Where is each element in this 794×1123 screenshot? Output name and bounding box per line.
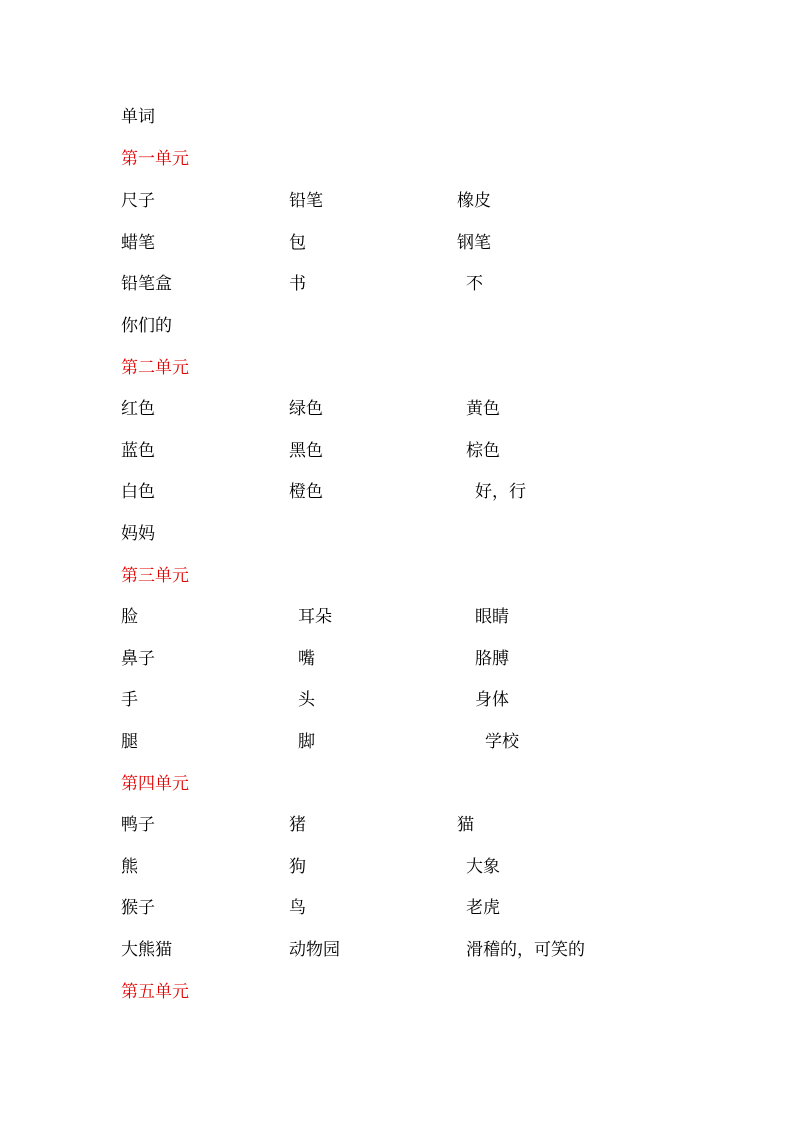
unit-5-heading: 第五单元 [121,982,189,1002]
word: 学校 [485,732,519,752]
unit-2-heading: 第二单元 [121,358,189,378]
word: 鼻子 [121,649,155,669]
word: 橙色 [289,482,323,502]
word: 脸 [121,607,138,627]
word: 手 [121,690,138,710]
word: 你们的 [121,316,172,336]
word: 尺子 [121,191,155,211]
word: 胳膊 [475,649,509,669]
word: 动物园 [289,940,340,960]
word: 耳朵 [298,607,332,627]
word: 好，行 [475,482,526,502]
word: 棕色 [466,441,500,461]
word: 黑色 [289,441,323,461]
word: 妈妈 [121,524,155,544]
page-title: 单词 [121,107,155,127]
word: 嘴 [298,649,315,669]
word: 猫 [457,815,474,835]
word: 蜡笔 [121,233,155,253]
word: 猴子 [121,898,155,918]
word: 书 [289,274,306,294]
word: 头 [298,690,315,710]
word: 脚 [298,732,315,752]
word: 蓝色 [121,441,155,461]
word: 绿色 [289,399,323,419]
word: 白色 [121,482,155,502]
unit-1-heading: 第一单元 [121,149,189,169]
word: 熊 [121,857,138,877]
word: 大象 [466,857,500,877]
word: 黄色 [466,399,500,419]
word: 猪 [289,815,306,835]
word: 眼睛 [475,607,509,627]
unit-4-heading: 第四单元 [121,774,189,794]
word: 包 [289,233,306,253]
word: 大熊猫 [121,940,172,960]
word: 狗 [289,857,306,877]
word: 不 [466,274,483,294]
unit-3-heading: 第三单元 [121,566,189,586]
word: 钢笔 [457,233,491,253]
word: 鸟 [289,898,306,918]
word: 铅笔 [289,191,323,211]
word: 滑稽的，可笑的 [466,940,585,960]
word: 铅笔盒 [121,274,172,294]
word: 老虎 [466,898,500,918]
word: 腿 [121,732,138,752]
word: 红色 [121,399,155,419]
word: 身体 [475,690,509,710]
word: 橡皮 [457,191,491,211]
word: 鸭子 [121,815,155,835]
